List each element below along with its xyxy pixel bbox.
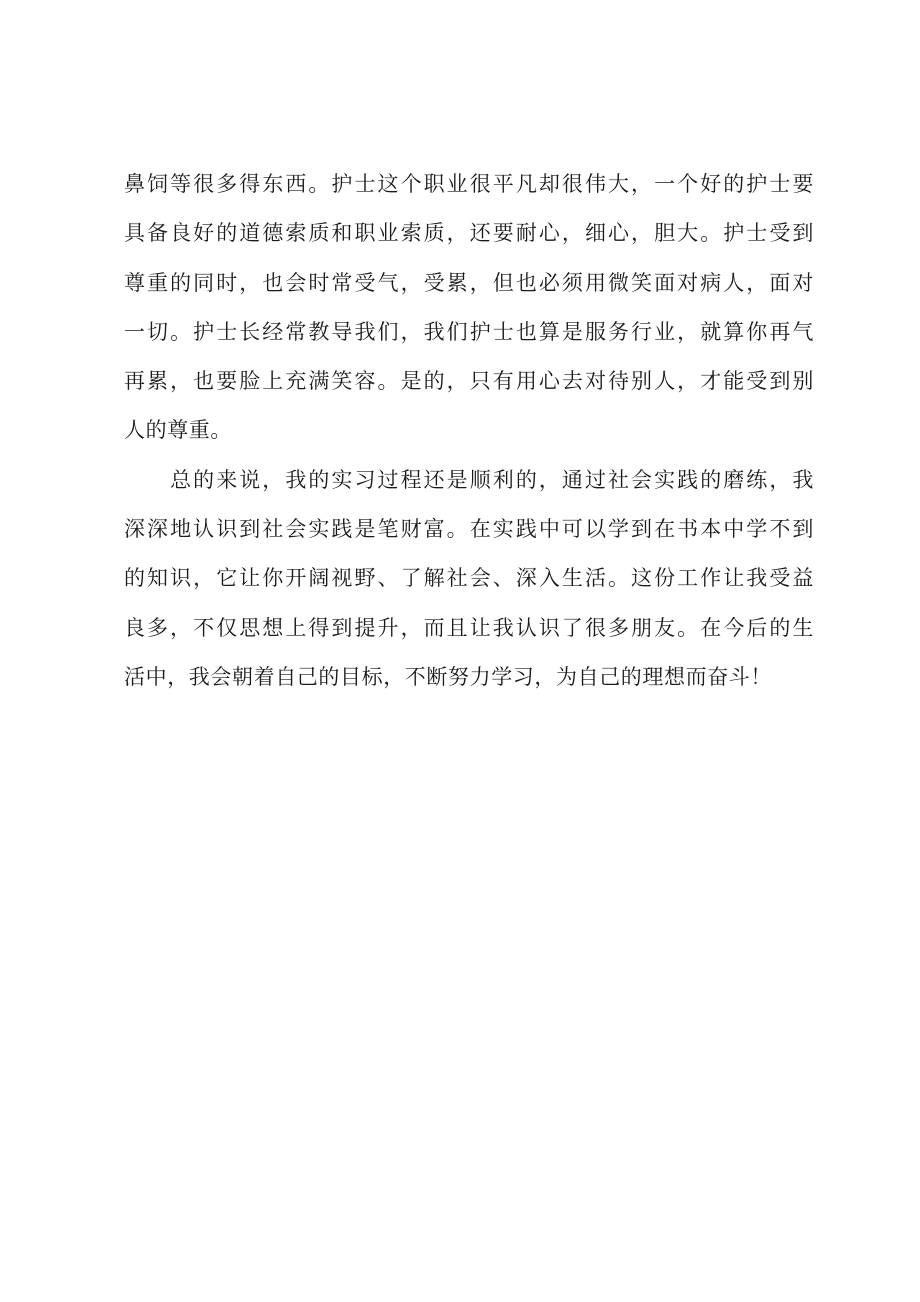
paragraph-line: 尊重的同时，也会时常受气，受累，但也必须用微笑面对病人，面对: [124, 270, 814, 295]
paragraph-1: [124, 160, 814, 456]
paragraph-line: 鼻饲等很多得东西。护士这个职业很平凡却很伟大，一个好的护士要: [124, 172, 814, 196]
paragraph-line: 具备良好的道德索质和职业索质，还要耐心，细心，胆大。护士受到: [124, 221, 814, 246]
paragraph-line: 深深地认识到社会实践是笔财富。在实践中可以学到在书本中学不到: [124, 517, 814, 542]
paragraph-line: 一切。护士长经常教导我们，我们护士也算是服务行业，就算你再气: [124, 319, 814, 344]
paragraph-2: [124, 456, 814, 702]
body-text: [124, 160, 814, 702]
paragraph-line: 总的来说，我的实习过程还是顺利的，通过社会实践的磨练，我: [124, 467, 814, 492]
paragraph-line: 再累，也要脸上充满笑容。是的，只有用心去对待别人，才能受到别: [124, 369, 814, 394]
paragraph-line: 人的尊重。: [124, 418, 232, 443]
paragraph-line: 活中，我会朝着自己的目标，不断努力学习，为自己的理想而奋斗！: [124, 664, 772, 689]
paragraph-line: 的知识，它让你开阔视野、了解社会、深入生活。这份工作让我受益: [124, 566, 814, 591]
paragraph-line: 良多，不仅思想上得到提升，而且让我认识了很多朋友。在今后的生: [124, 615, 814, 640]
